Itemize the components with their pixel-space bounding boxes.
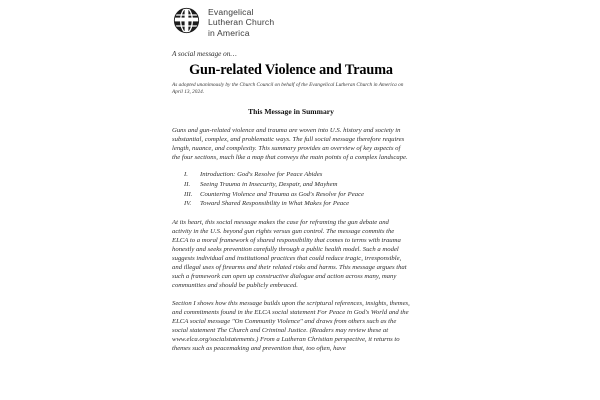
list-item: [172, 170, 410, 180]
page-title: Gun-related Violence and Trauma: [189, 62, 393, 78]
summary-paragraph-1: Guns and gun-related violence and trauma are woven into U.S. history and society in substantial, complex, and problematic ways. The full social message therefore requires length, nuance, and complexity. This summary provides an overview of key aspects of the four sections, much like a map that conveys the main points of a complex landscape.: [172, 127, 408, 162]
outline-numeral: II.: [184, 180, 191, 188]
summary-paragraph-3: Section I shows how this message builds upon the scriptural references, insights, themes, and commitments found in the ELCA social statement For Peace in God's World and the ELCA social message "On Community Violence" and draws from others such as the social statement The Church and Criminal Justice. (Readers may review these at www.elca.org/socialstatements.) From a Lutheran Christian perspective, it returns to themes such as peacemaking and prevention that, too often, have: [172, 299, 410, 352]
list-item: [172, 180, 410, 190]
outline-list: [172, 170, 410, 208]
outline-numeral: I.: [184, 171, 188, 179]
wordmark-line-1: Evangelical: [208, 7, 254, 17]
outline-label: Seeing Trauma in Insecurity, Despair, and Mayhem: [200, 180, 338, 188]
outline-label: Countering Violence and Trauma as God's Resolve for Peace: [200, 190, 365, 198]
wordmark-line-3: in America: [208, 27, 250, 38]
elca-globe-cross-logo-icon: [172, 6, 201, 35]
section-heading-summary: This Message in Summary: [248, 107, 334, 116]
wordmark-line-2: Lutheran Church: [208, 17, 275, 28]
elca-masthead: [172, 6, 274, 38]
summary-paragraph-2: At its heart, this social message makes the case for reframing the gun debate and activity in the U.S. beyond gun rights versus gun control. The message commits the ELCA to a moral framework of shared responsibility that comes to terms with trauma honestly and seeks prevention carefully through a public health model. Such a model suggests individual and institutional practices that could reduce tragic, irresponsible, and illegal uses of firearms and their related risks and harms. This message argues that such a framework can open up constructive dialogue and action across many, many communities and should be publicly embraced.: [172, 218, 407, 290]
outline-label: Toward Shared Responsibility in What Makes for Peace: [200, 200, 350, 208]
list-item: [172, 199, 410, 209]
outline-numeral: IV.: [184, 200, 192, 208]
outline-numeral: III.: [184, 190, 193, 198]
list-item: [172, 190, 410, 200]
document-kicker: A social message on…: [172, 50, 237, 58]
adoption-note: As adopted unanimously by the Church Council on behalf of the Evangelical Lutheran Church in America on April 13, 2024.: [172, 82, 404, 95]
outline-label: Introduction: God's Resolve for Peace Abides: [200, 171, 323, 179]
elca-wordmark: [208, 6, 274, 38]
document-text-column: [172, 50, 410, 361]
